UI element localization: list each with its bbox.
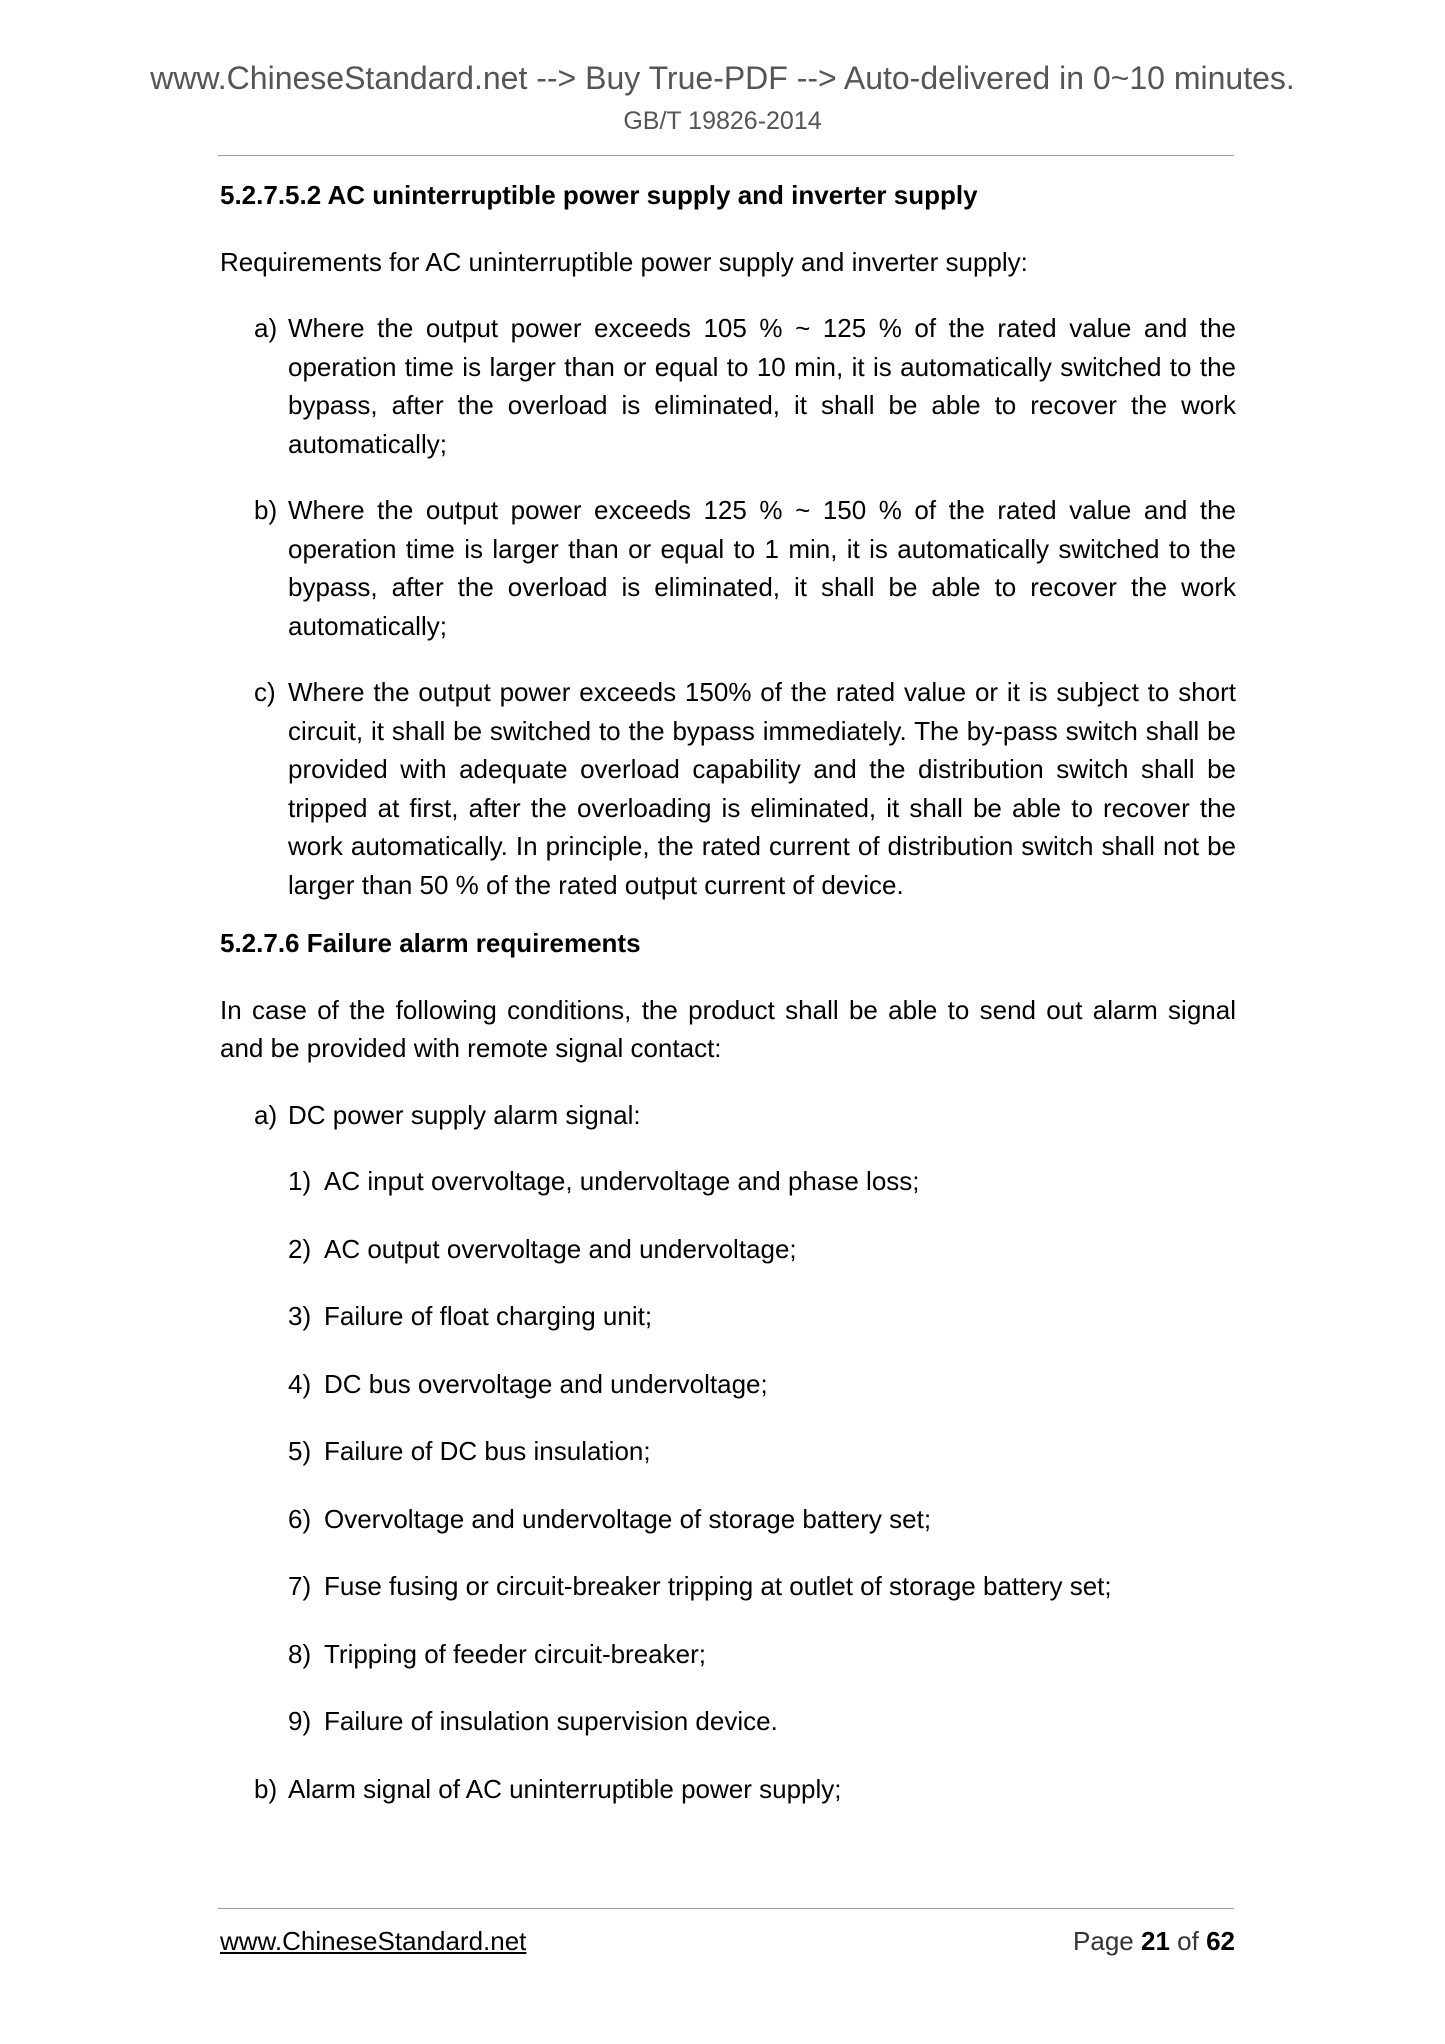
sub-list-item-text: DC bus overvoltage and undervoltage; (324, 1368, 768, 1399)
list-item-text: Alarm signal of AC uninterruptible power supply; (288, 1773, 842, 1804)
sub-list-item-label: 1) (288, 1166, 312, 1196)
sub-list-item-text: Overvoltage and undervoltage of storage battery set; (324, 1503, 932, 1534)
page-content (220, 176, 1236, 1836)
current-page: 21 (1141, 1926, 1170, 1956)
sub-list-item-label: 9) (288, 1706, 312, 1736)
footer-divider (218, 1908, 1234, 1909)
sub-list-item-text: Failure of float charging unit; (324, 1301, 653, 1331)
sub-list-item-text: Failure of DC bus insulation; (324, 1436, 651, 1466)
list-item (220, 673, 1236, 904)
list-item-text: Where the output power exceeds 125 % ~ 150 % of the rated value and the operation time is larger than or equal to 1 min, it is automatically switched to the bypass, after the overload is eliminated, it shall be able to recover the work automatically; (288, 495, 1236, 641)
page-number (1073, 1926, 1235, 1957)
document-id: GB/T 19826-2014 (623, 107, 822, 135)
page-of-label: of (1177, 1926, 1199, 1956)
list-item-label: a) (254, 1099, 278, 1130)
site-banner: www.ChineseStandard.net --> Buy True-PDF --> Auto-delivered in 0~10 minutes. (150, 60, 1295, 96)
sub-list-item-text: Fuse fusing or circuit-breaker tripping at outlet of storage battery set; (324, 1571, 1112, 1601)
sub-list-item-label: 4) (288, 1368, 312, 1399)
list-item-text: Where the output power exceeds 150% of the rated value or it is subject to short circuit, it shall be switched to the bypass immediately. The by-pass switch shall be provided with adequate overload capability and the distribution switch shall be tripped at first, after the overloading is eliminated, it shall be able to recover the work automatically. In principle, the rated current of distribution switch shall not be larger than 50 % of the rated output current of device. (288, 677, 1236, 900)
sub-list-item (220, 1297, 1236, 1336)
list-item (220, 491, 1236, 645)
sub-list-item-label: 7) (288, 1571, 312, 1601)
sub-list-item-label: 8) (288, 1638, 312, 1669)
section-heading-5-2-7-5-2: 5.2.7.5.2 AC uninterruptible power supply and inverter supply (220, 180, 978, 210)
footer-website-link[interactable]: www.ChineseStandard.net (220, 1926, 527, 1956)
list-item-label: c) (254, 677, 276, 707)
sub-list-item (220, 1230, 1236, 1269)
sub-list-item (220, 1567, 1236, 1606)
page-label: Page (1073, 1926, 1134, 1956)
total-pages: 62 (1206, 1926, 1235, 1956)
sub-list-item-text: AC input overvoltage, undervoltage and phase loss; (324, 1166, 920, 1196)
sub-list-item-label: 5) (288, 1436, 312, 1466)
sub-list-item-text: Tripping of feeder circuit-breaker; (324, 1638, 706, 1669)
section-heading-5-2-7-6: 5.2.7.6 Failure alarm requirements (220, 928, 641, 958)
header-divider (218, 155, 1234, 156)
sub-list-item-text: AC output overvoltage and undervoltage; (324, 1233, 797, 1264)
list-item (220, 309, 1236, 463)
list-item-text: Where the output power exceeds 105 % ~ 125 % of the rated value and the operation time is larger than or equal to 10 min, it is automatically switched to the bypass, after the overload is eliminated, it shall be able to recover the work automatically; (288, 313, 1236, 459)
list-item (220, 1096, 1236, 1135)
list-item (220, 1770, 1236, 1809)
list-item-text: DC power supply alarm signal: (288, 1099, 641, 1130)
list-item-label: b) (254, 495, 278, 525)
sub-list-item-label: 2) (288, 1233, 312, 1264)
sub-list-item (220, 1432, 1236, 1471)
sub-list-item (220, 1162, 1236, 1201)
sub-list-item-text: Failure of insulation supervision device. (324, 1706, 778, 1736)
list-item-label: a) (254, 313, 278, 343)
sub-list-item-label: 6) (288, 1503, 312, 1534)
list-item-label: b) (254, 1773, 278, 1804)
sub-list-item (220, 1365, 1236, 1404)
section-intro: In case of the following conditions, the product shall be able to send out alarm signal and be provided with remote signal contact: (220, 994, 1236, 1063)
sub-list-item (220, 1702, 1236, 1741)
sub-list-item (220, 1635, 1236, 1674)
sub-list-item-label: 3) (288, 1301, 312, 1331)
sub-list-item (220, 1500, 1236, 1539)
section-intro: Requirements for AC uninterruptible power supply and inverter supply: (220, 246, 1028, 277)
